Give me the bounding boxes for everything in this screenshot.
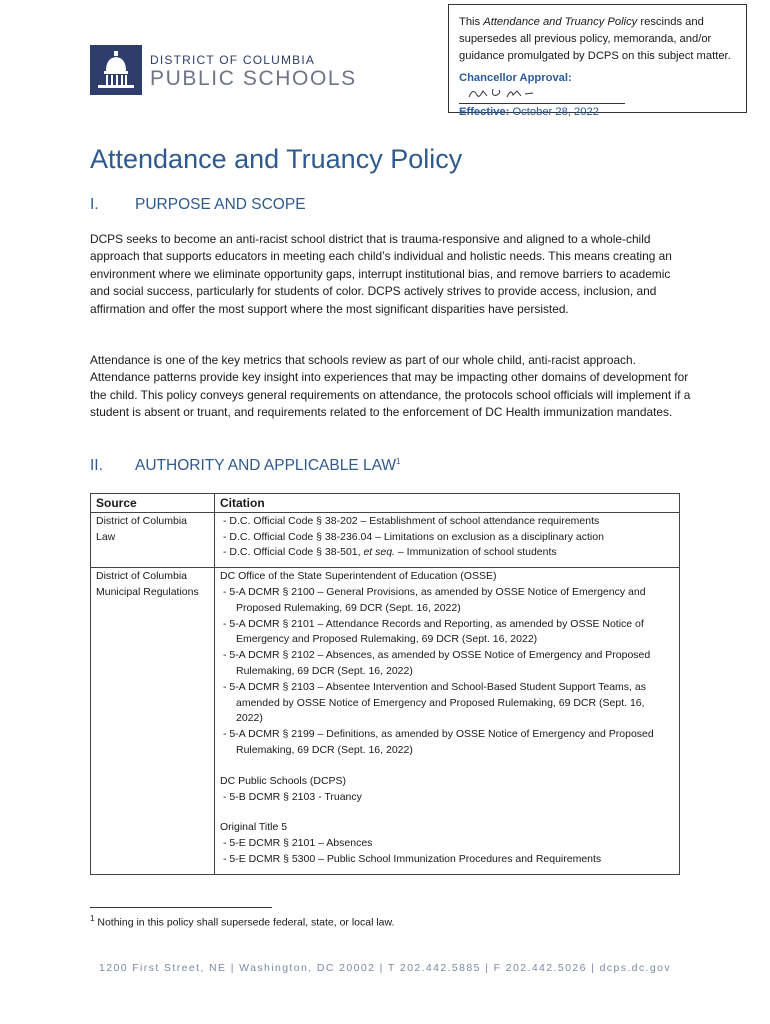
source-cell: District of Columbia Law	[91, 512, 215, 567]
citation-item: - D.C. Official Code § 38-202 – Establishment of school attendance requirements	[223, 514, 600, 527]
rescind-notice: This Attendance and Truancy Policy rescinds and supersedes all previous policy, memoranda, and/or guidance promulgated by DCPS on this subject matter.	[459, 16, 731, 62]
notice-policy-name: Attendance and Truancy Policy	[483, 16, 638, 28]
citation-item: - 5-A DCMR § 2199 – Definitions, as amended by OSSE Notice of Emergency and Proposed Rulemaking, 69 DCR (Sept. 16, 2022)	[223, 728, 654, 756]
footnote-ref: 1	[396, 457, 401, 466]
chancellor-approval-label: Chancellor Approval:	[459, 72, 572, 84]
logo-line1: DISTRICT OF COLUMBIA	[150, 53, 316, 67]
citation-group-title: Original Title 5	[220, 821, 288, 834]
table-row	[91, 568, 680, 875]
section1-paragraph2: Attendance is one of the key metrics that schools review as part of our whole child, anti-racist approach. Attendance patterns provide key insight into experiences that may be impacting other domains of development for the child. This policy conveys general requirements on attendance, the protocols school officials will implement if a student is absent or truant, and requirements related to the enforcement of DC Health immunization mandates.	[90, 353, 691, 420]
chancellor-approval-line	[459, 70, 736, 104]
citation-item: - D.C. Official Code § 38-236.04 – Limitations on exclusion as a disciplinary action	[223, 530, 604, 543]
logo-line2: PUBLIC SCHOOLS	[150, 67, 357, 90]
citation-item: - 5-E DCMR § 5300 – Public School Immunization Procedures and Requirements	[223, 852, 602, 865]
dcps-logo	[90, 45, 357, 95]
citation-cell	[215, 512, 680, 567]
effective-label: Effective:	[459, 106, 510, 118]
citation-item: - 5-B DCMR § 2103 - Truancy	[223, 790, 362, 803]
citation-group-title: DC Office of the State Superintendent of Education (OSSE)	[220, 570, 497, 583]
spacer	[220, 759, 674, 774]
effective-date: October 28, 2022	[512, 106, 599, 118]
page-footer: 1200 First Street, NE | Washington, DC 20002 | T 202.442.5885 | F 202.442.5026 | dcps.dc.gov	[98, 962, 672, 974]
footnote-divider	[90, 907, 272, 908]
citation-item: - 5-A DCMR § 2103 – Absentee Intervention and School-Based Student Support Teams, as amended by OSSE Notice of Emergency and Proposed Rulemaking, 69 DCR (Sept. 16, 2022)	[223, 680, 646, 725]
section1-heading: I. PURPOSE AND SCOPE	[90, 196, 306, 213]
citation-item: - 5-A DCMR § 2101 – Attendance Records and Reporting, as amended by OSSE Notice of Emergency and Proposed Rulemaking, 69 DCR (Sept. 16, 2022)	[223, 617, 644, 646]
table-header-row	[91, 494, 680, 513]
citation-group-title: DC Public Schools (DCPS)	[220, 774, 347, 787]
citation-item: - D.C. Official Code § 38-501, et seq. – Immunization of school students	[223, 546, 557, 559]
spacer	[220, 805, 674, 820]
citation-item: - 5-A DCMR § 2100 – General Provisions, as amended by OSSE Notice of Emergency and Proposed Rulemaking, 69 DCR (Sept. 16, 2022)	[223, 585, 646, 614]
authority-table	[90, 493, 680, 875]
section1-paragraph1: DCPS seeks to become an anti-racist school district that is trauma-responsive and aligned to a whole-child approach that supports educators in meeting each child’s individual and holistic needs. This means creating an environment where we eliminate opportunity gaps, interrupt institutional bias, and remove barriers to academic and social success, particularly for students of color. DCPS actively strives to provide access, inclusion, and affirmation and offer the most support where the most significant disparities have persisted.	[90, 232, 672, 316]
footnote: $^1$ Nothing in this policy shall supersede federal, state, or local law.	[90, 914, 395, 929]
citation-cell	[215, 568, 680, 875]
signature-icon	[467, 85, 537, 101]
page-title: Attendance and Truancy Policy	[90, 144, 463, 174]
effective-line	[459, 104, 736, 121]
section2-heading: II. AUTHORITY AND APPLICABLE LAW$^1$	[90, 457, 401, 475]
signature-line	[459, 91, 625, 104]
source-cell: District of Columbia Municipal Regulations	[91, 568, 215, 875]
header-citation: Citation	[215, 494, 680, 513]
header-source: Source	[91, 494, 215, 513]
approval-box	[448, 4, 747, 118]
citation-item: - 5-A DCMR § 2102 – Absences, as amended by OSSE Notice of Emergency and Proposed Rulemaking, 69 DCR (Sept. 16, 2022)	[223, 649, 651, 677]
capitol-dome-icon	[90, 45, 142, 95]
table-row	[91, 512, 680, 567]
citation-item: - 5-E DCMR § 2101 – Absences	[223, 837, 373, 850]
